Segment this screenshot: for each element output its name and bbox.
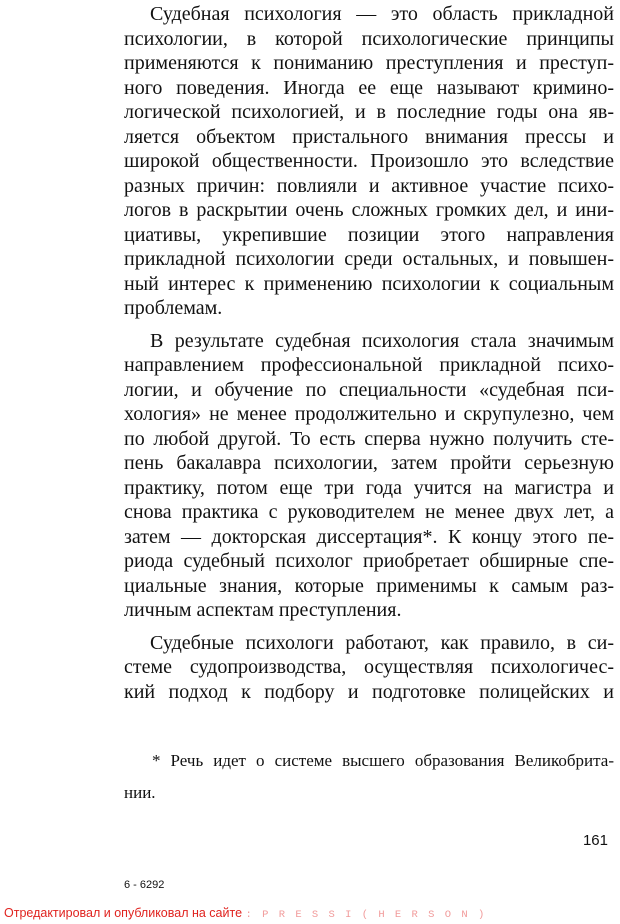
text-line: широкой общественности. Произошло это вследствие	[124, 150, 614, 172]
text-line: личным аспектам преступления.	[124, 599, 402, 621]
text-line: хология» не менее продолжительно и скрупулезно, чем	[124, 403, 614, 425]
paragraph-3	[124, 631, 614, 705]
signature-mark: 6 - 6292	[124, 879, 165, 891]
text-line: проблемам.	[124, 297, 223, 319]
text-line: ного поведения. Иногда ее еще называют кримино-	[124, 76, 614, 99]
text-line: разных причин: повлияли и активное участие психо-	[124, 174, 614, 197]
text-line: Судебная психология — это область прикладной	[150, 3, 614, 25]
edit-note-brand: : P R E S S I ( H E R S O N )	[245, 909, 487, 921]
text-line: кий подход к подбору и подготовке полицейских и	[124, 680, 614, 703]
main-text	[124, 2, 614, 704]
text-line: ляется объектом пристального внимания прессы и	[124, 125, 614, 148]
text-line: по любой другой. То есть сперва нужно получить сте-	[124, 427, 614, 450]
paragraph-1	[124, 2, 614, 321]
text-line: циальные знания, которые применимы к самым раз-	[124, 574, 614, 597]
footnote-line: нии.	[124, 783, 156, 802]
text-line: направлением профессиональной прикладной психо-	[124, 354, 614, 376]
edit-note	[4, 906, 486, 921]
text-line: логов в раскрытии очень сложных громких дел, и ини-	[124, 199, 614, 221]
text-line: стеме судопроизводства, осуществляя психологичес-	[124, 656, 614, 678]
page-number: 161	[582, 832, 608, 849]
text-line: прикладной психологии среди остальных, и повышен-	[124, 248, 614, 270]
footnote	[124, 745, 614, 809]
text-line: применяются к пониманию преступления и преступ-	[124, 52, 614, 74]
text-line: затем — докторская диссертация*. К концу этого пе-	[124, 525, 614, 548]
text-line: циативы, укрепившие позиции этого направления	[124, 223, 614, 246]
text-line: пень бакалавра психологии, затем пройти серьезную	[124, 452, 614, 474]
text-line: ный интерес к применению психологии к социальным	[124, 272, 614, 295]
text-line: логической психологией, и в последние годы она яв-	[124, 101, 614, 123]
text-line: риода судебный психолог приобретает обширные спе-	[124, 550, 614, 572]
footnote-line: * Речь идет о системе высшего образования Великобрита-	[152, 751, 614, 770]
text-line: Судебные психологи работают, как правило, в си-	[150, 631, 614, 654]
paragraph-2	[124, 329, 614, 623]
text-line: психологии, в которой психологические принципы	[124, 27, 614, 50]
text-line: практику, потом еще три года учится на магистра и	[124, 476, 614, 499]
edit-note-text: Отредактировал и опубликовал на сайте	[4, 906, 243, 920]
text-line: В результате судебная психология стала значимым	[150, 329, 614, 352]
text-line: снова практика с руководителем не менее двух лет, а	[124, 501, 614, 523]
text-line: логии, и обучение по специальности «судебная пси-	[124, 378, 614, 401]
